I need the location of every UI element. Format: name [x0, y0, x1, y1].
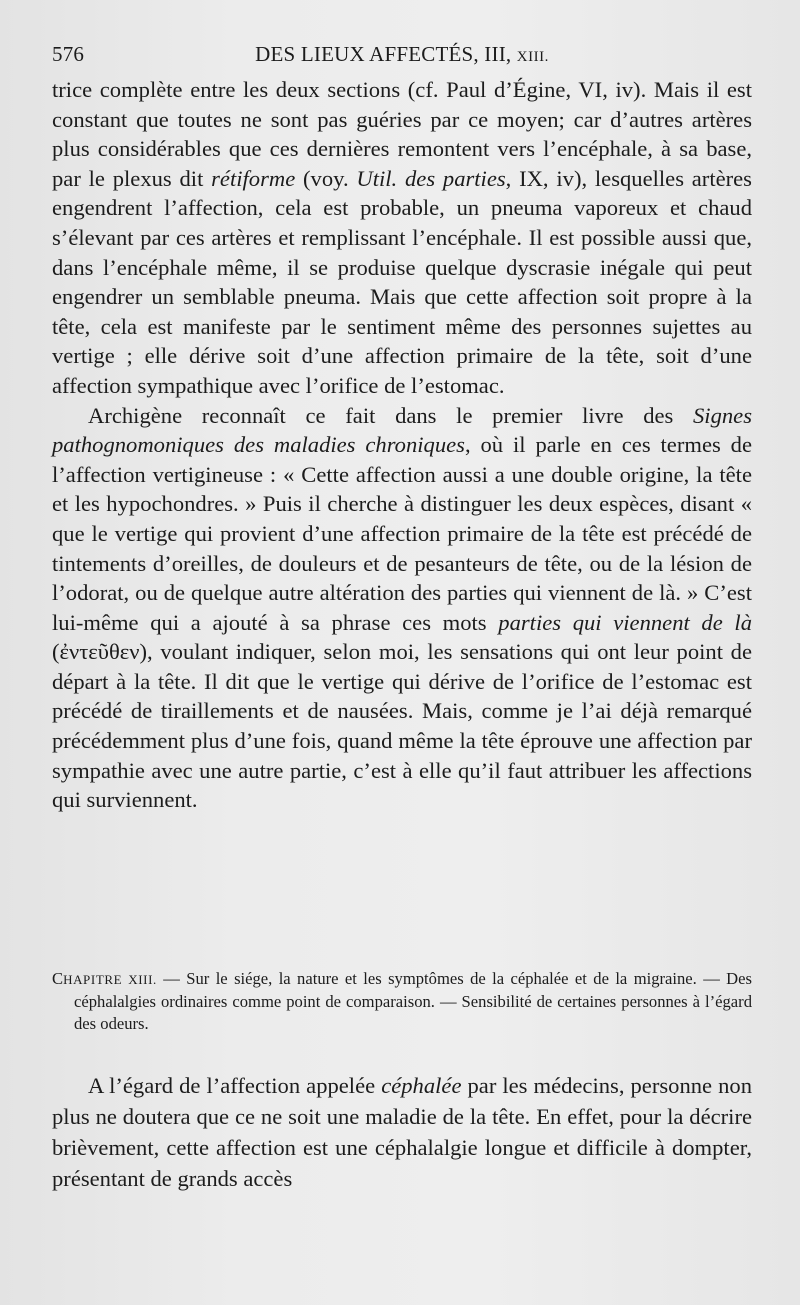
body-text-2	[52, 1070, 752, 1194]
title-util-des-parties: Util. des parties	[356, 165, 506, 191]
phrase-parties-qui-viennent: parties qui viennent de là	[498, 609, 752, 635]
paragraph-1-text-c: , IX, iv), lesquelles artères engendrent l’affection, cela est probable, un pneuma vaporeux et chaud s’élevant par ces artères et remplissant l’encéphale. Il est possible aussi que, dans l’encéphale même, il se produise quelque dyscrasie inégale qui peut engendrer un semblable pneuma. Mais que cette affection soit propre à la tête, cela est manifeste par le sentiment même des personnes sujettes au vertige ; elle dérive soit d’une affection primaire de la tête, soit d’une affection sympathique avec l’orifice de l’estomac.	[52, 165, 752, 398]
paragraph-1	[52, 75, 752, 401]
paragraph-2-text-b: , où il parle en ces termes de l’affection vertigineuse : « Cette affection aussi a une double origine, la tête et les hypochondres. » Puis il cherche à distinguer les deux espèces, disant « que le vertige qui provient d’une affection primaire de la tête est précédé de tintements d’oreilles, de douleurs et de pesanteurs de tête, ou de la lésion de l’odorat, ou de quelque autre altération des parties qui viennent de là. » C’est lui-même qui a ajouté à sa phrase ces mots	[52, 432, 752, 635]
paragraph-3-text-b: par les médecins, personne non plus ne doutera que ce ne soit une maladie de la tête. En effet, pour la décrire brièvement, cette affection est une céphalalgie longue et difficile à dompter, présentant de grands accès	[52, 1073, 752, 1191]
paragraph-1-text: trice complète entre les deux sections (cf. Paul d’Égine, VI, iv). Mais il est constant que toutes ne sont pas guéries par ce moyen; car d’autres artères plus considérables que ces dernières remontent vers l’encéphale, à sa base, par le plexus dit	[52, 77, 752, 191]
paragraph-2	[52, 401, 752, 815]
paragraph-3-text: A l’égard de l’affection appelée	[88, 1073, 382, 1098]
paragraph-1-text-b: (voy.	[295, 165, 357, 191]
paragraph-2-text: Archigène reconnaît ce fait dans le premier livre des	[88, 402, 693, 428]
page-header	[52, 38, 752, 68]
running-head-title: DES LIEUX AFFECTÉS, III,	[255, 42, 517, 66]
running-head	[52, 42, 752, 67]
page-number: 576	[52, 42, 85, 66]
chapter-heading: HAPITRE XIII.	[63, 972, 157, 987]
running-head-chapter: XIII.	[516, 49, 549, 65]
chapter-summary	[52, 968, 752, 1036]
term-cephalee: céphalée	[381, 1073, 462, 1098]
title-signes-pathognomoniques: Signes pathognomoniques des maladies chroniques	[52, 402, 752, 458]
chapter-summary-text: — Sur le siége, la nature et les symptômes de la céphalée et de la migraine. — Des céphalalgies ordinaires comme point de comparaison. — Sensibilité de certaines personnes à l’égard des odeurs.	[74, 969, 752, 1034]
chapter-heading-initial: C	[52, 969, 64, 988]
term-retiforme: rétiforme	[211, 165, 296, 191]
paragraph-2-text-c: (ἐντεῦθεν), voulant indiquer, selon moi, les sensations qui ont leur point de départ à la tête. Il dit que le vertige qui dérive de l’orifice de l’estomac est précédé de tiraillements et de nausées. Mais, comme je l’ai déjà remarqué précédemment plus d’une fois, quand même la tête éprouve une affection par sympathie avec une autre partie, c’est à elle qu’il faut attribuer les affections qui surviennent.	[52, 639, 752, 813]
body-text	[52, 75, 752, 815]
paragraph-3	[52, 1070, 752, 1194]
